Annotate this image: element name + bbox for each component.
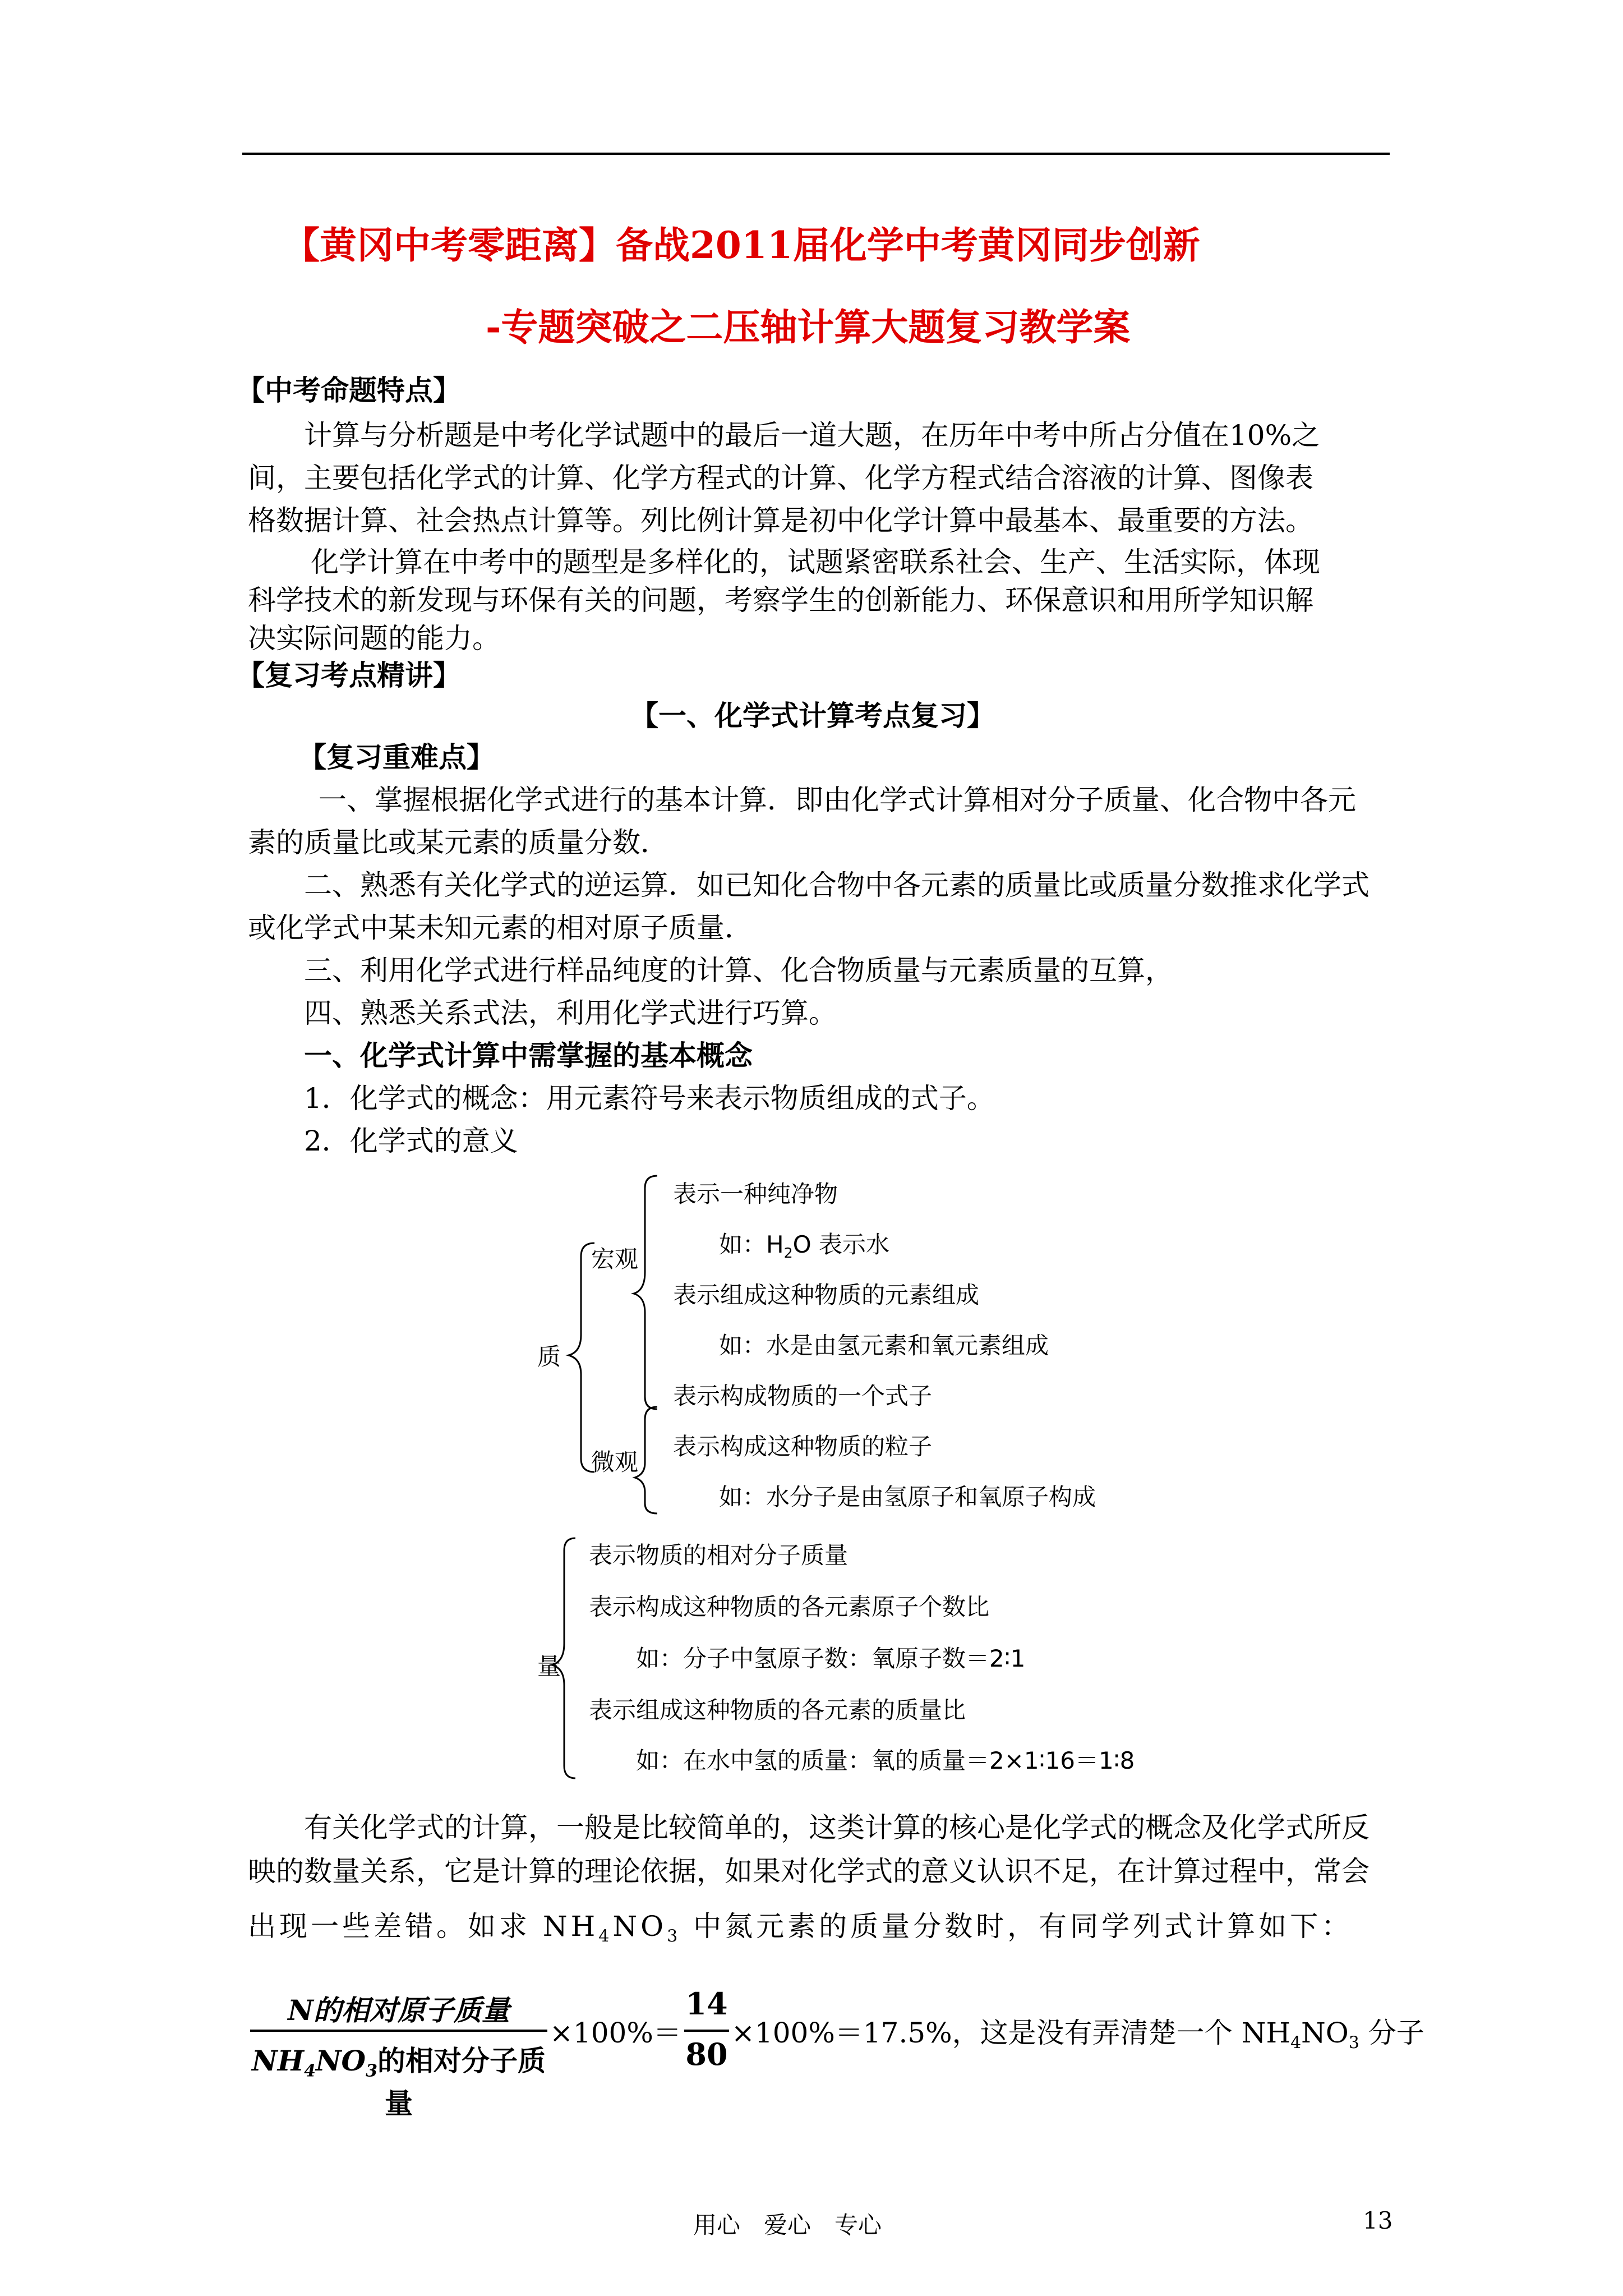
page-number: 13 — [1363, 2207, 1393, 2234]
key-point-2-cont: 或化学式中某未知元素的相对原子质量． — [248, 912, 753, 944]
fraction-line-1 — [250, 2030, 547, 2032]
paragraph-line: 有关化学式的计算，一般是比较简单的，这类计算的核心是化学式的概念及化学式所反 — [304, 1811, 1370, 1844]
paragraph-line: 间，主要包括化学式的计算、化学方程式的计算、化学方程式结合溶液的计算、图像表 — [248, 462, 1313, 494]
formula-times-1: ×100%＝ — [550, 2017, 681, 2049]
diagram-item: 表示构成物质的一个式子 — [673, 1382, 933, 1410]
fraction-numerator-2: 14 — [685, 1986, 728, 2022]
key-point-4: 四、熟悉关系式法，利用化学式进行巧算。 — [304, 997, 837, 1029]
section-heading-review: 【复习考点精讲】 — [237, 659, 461, 692]
key-points-heading: 【复习重难点】 — [298, 740, 495, 774]
diagram-quality: 质 — [537, 1343, 561, 1370]
diagram-item: 表示组成这种物质的元素组成 — [673, 1281, 980, 1309]
diagram-micro: 微观 — [591, 1448, 639, 1476]
title-line-1: 【黄冈中考零距离】备战2011届化学中考黄冈同步创新 — [283, 223, 1200, 267]
diagram-example: 如：水分子是由氢原子和氧原子构成 — [719, 1483, 1096, 1511]
paragraph-line: 科学技术的新发现与环保有关的问题，考察学生的创新能力、环保意识和用所学知识解 — [248, 584, 1313, 616]
fraction-denominator-1: $NH_4NO_3$的相对分子质量 — [252, 2044, 546, 2120]
paragraph-line: 化学计算在中考中的题型是多样化的，试题紧密联系社会、生产、生活实际，体现 — [311, 546, 1320, 578]
formula-result: ×100%＝17.5%，这是没有弄清楚一个 $NH_4NO_3$ 分子 — [731, 2017, 1424, 2053]
diagram-item: 表示构成这种物质的各元素原子个数比 — [589, 1593, 990, 1621]
basic-item-2: 2．化学式的意义 — [304, 1125, 518, 1157]
paragraph-line: 计算与分析题是中考化学试题中的最后一道大题，在历年中考中所占分值在10%之 — [304, 419, 1320, 452]
fraction-denominator-2: 80 — [685, 2036, 728, 2072]
paragraph-line: 格数据计算、社会热点计算等。列比例计算是初中化学计算中最基本、最重要的方法。 — [248, 504, 1313, 537]
diagram-example: 如：分子中氢原子数：氧原子数＝2∶1 — [636, 1645, 1026, 1672]
header-rule — [242, 153, 1390, 155]
basic-item-1: 1．化学式的概念：用元素符号来表示物质组成的式子。 — [304, 1082, 995, 1115]
diagram-example: 如：在水中氢的质量：氧的质量＝2×1∶16＝1∶8 — [636, 1747, 1135, 1774]
key-point-1: 一、掌握根据化学式进行的基本计算．即由化学式计算相对分子质量、化合物中各元 — [319, 784, 1356, 816]
diagram-item: 表示一种纯净物 — [673, 1180, 838, 1208]
basic-concepts-heading: 一、化学式计算中需掌握的基本概念 — [304, 1039, 753, 1072]
subsection-heading: 【一、化学式计算考点复习】 — [630, 699, 995, 732]
diagram-quantity: 量 — [537, 1653, 561, 1680]
fraction-line-2 — [684, 2030, 729, 2032]
section-heading-features: 【中考命题特点】 — [237, 374, 461, 407]
diagram-macro: 宏观 — [591, 1245, 639, 1273]
diagram-item: 表示组成这种物质的各元素的质量比 — [589, 1696, 966, 1724]
title-line-2: -专题突破之二压轴计算大题复习教学案 — [486, 305, 1131, 349]
key-point-2: 二、熟悉有关化学式的逆运算．如已知化合物中各元素的质量比或质量分数推求化学式 — [304, 869, 1370, 901]
diagram-example: 如：$H_2O$ 表示水 — [719, 1231, 890, 1261]
fraction-numerator-1: N的相对原子质量 — [288, 1994, 510, 2027]
paragraph-line: 出现一些差错。如求 $NH_4NO_3$ 中氮元素的质量分数时，有同学列式计算如下： — [248, 1910, 1353, 1947]
footer-slogan: 用心 爱心 专心 — [693, 2211, 882, 2239]
diagram-item: 表示物质的相对分子质量 — [589, 1542, 849, 1569]
key-point-3: 三、利用化学式进行样品纯度的计算、化合物质量与元素质量的互算， — [304, 954, 1173, 987]
paragraph-line: 映的数量关系，它是计算的理论依据，如果对化学式的意义认识不足，在计算过程中，常会 — [248, 1855, 1370, 1888]
key-point-1-cont: 素的质量比或某元素的质量分数． — [248, 826, 668, 859]
diagram-example: 如：水是由氢元素和氧元素组成 — [719, 1332, 1049, 1359]
diagram-item: 表示构成这种物质的粒子 — [673, 1433, 933, 1460]
paragraph-line: 决实际问题的能力。 — [248, 622, 500, 655]
